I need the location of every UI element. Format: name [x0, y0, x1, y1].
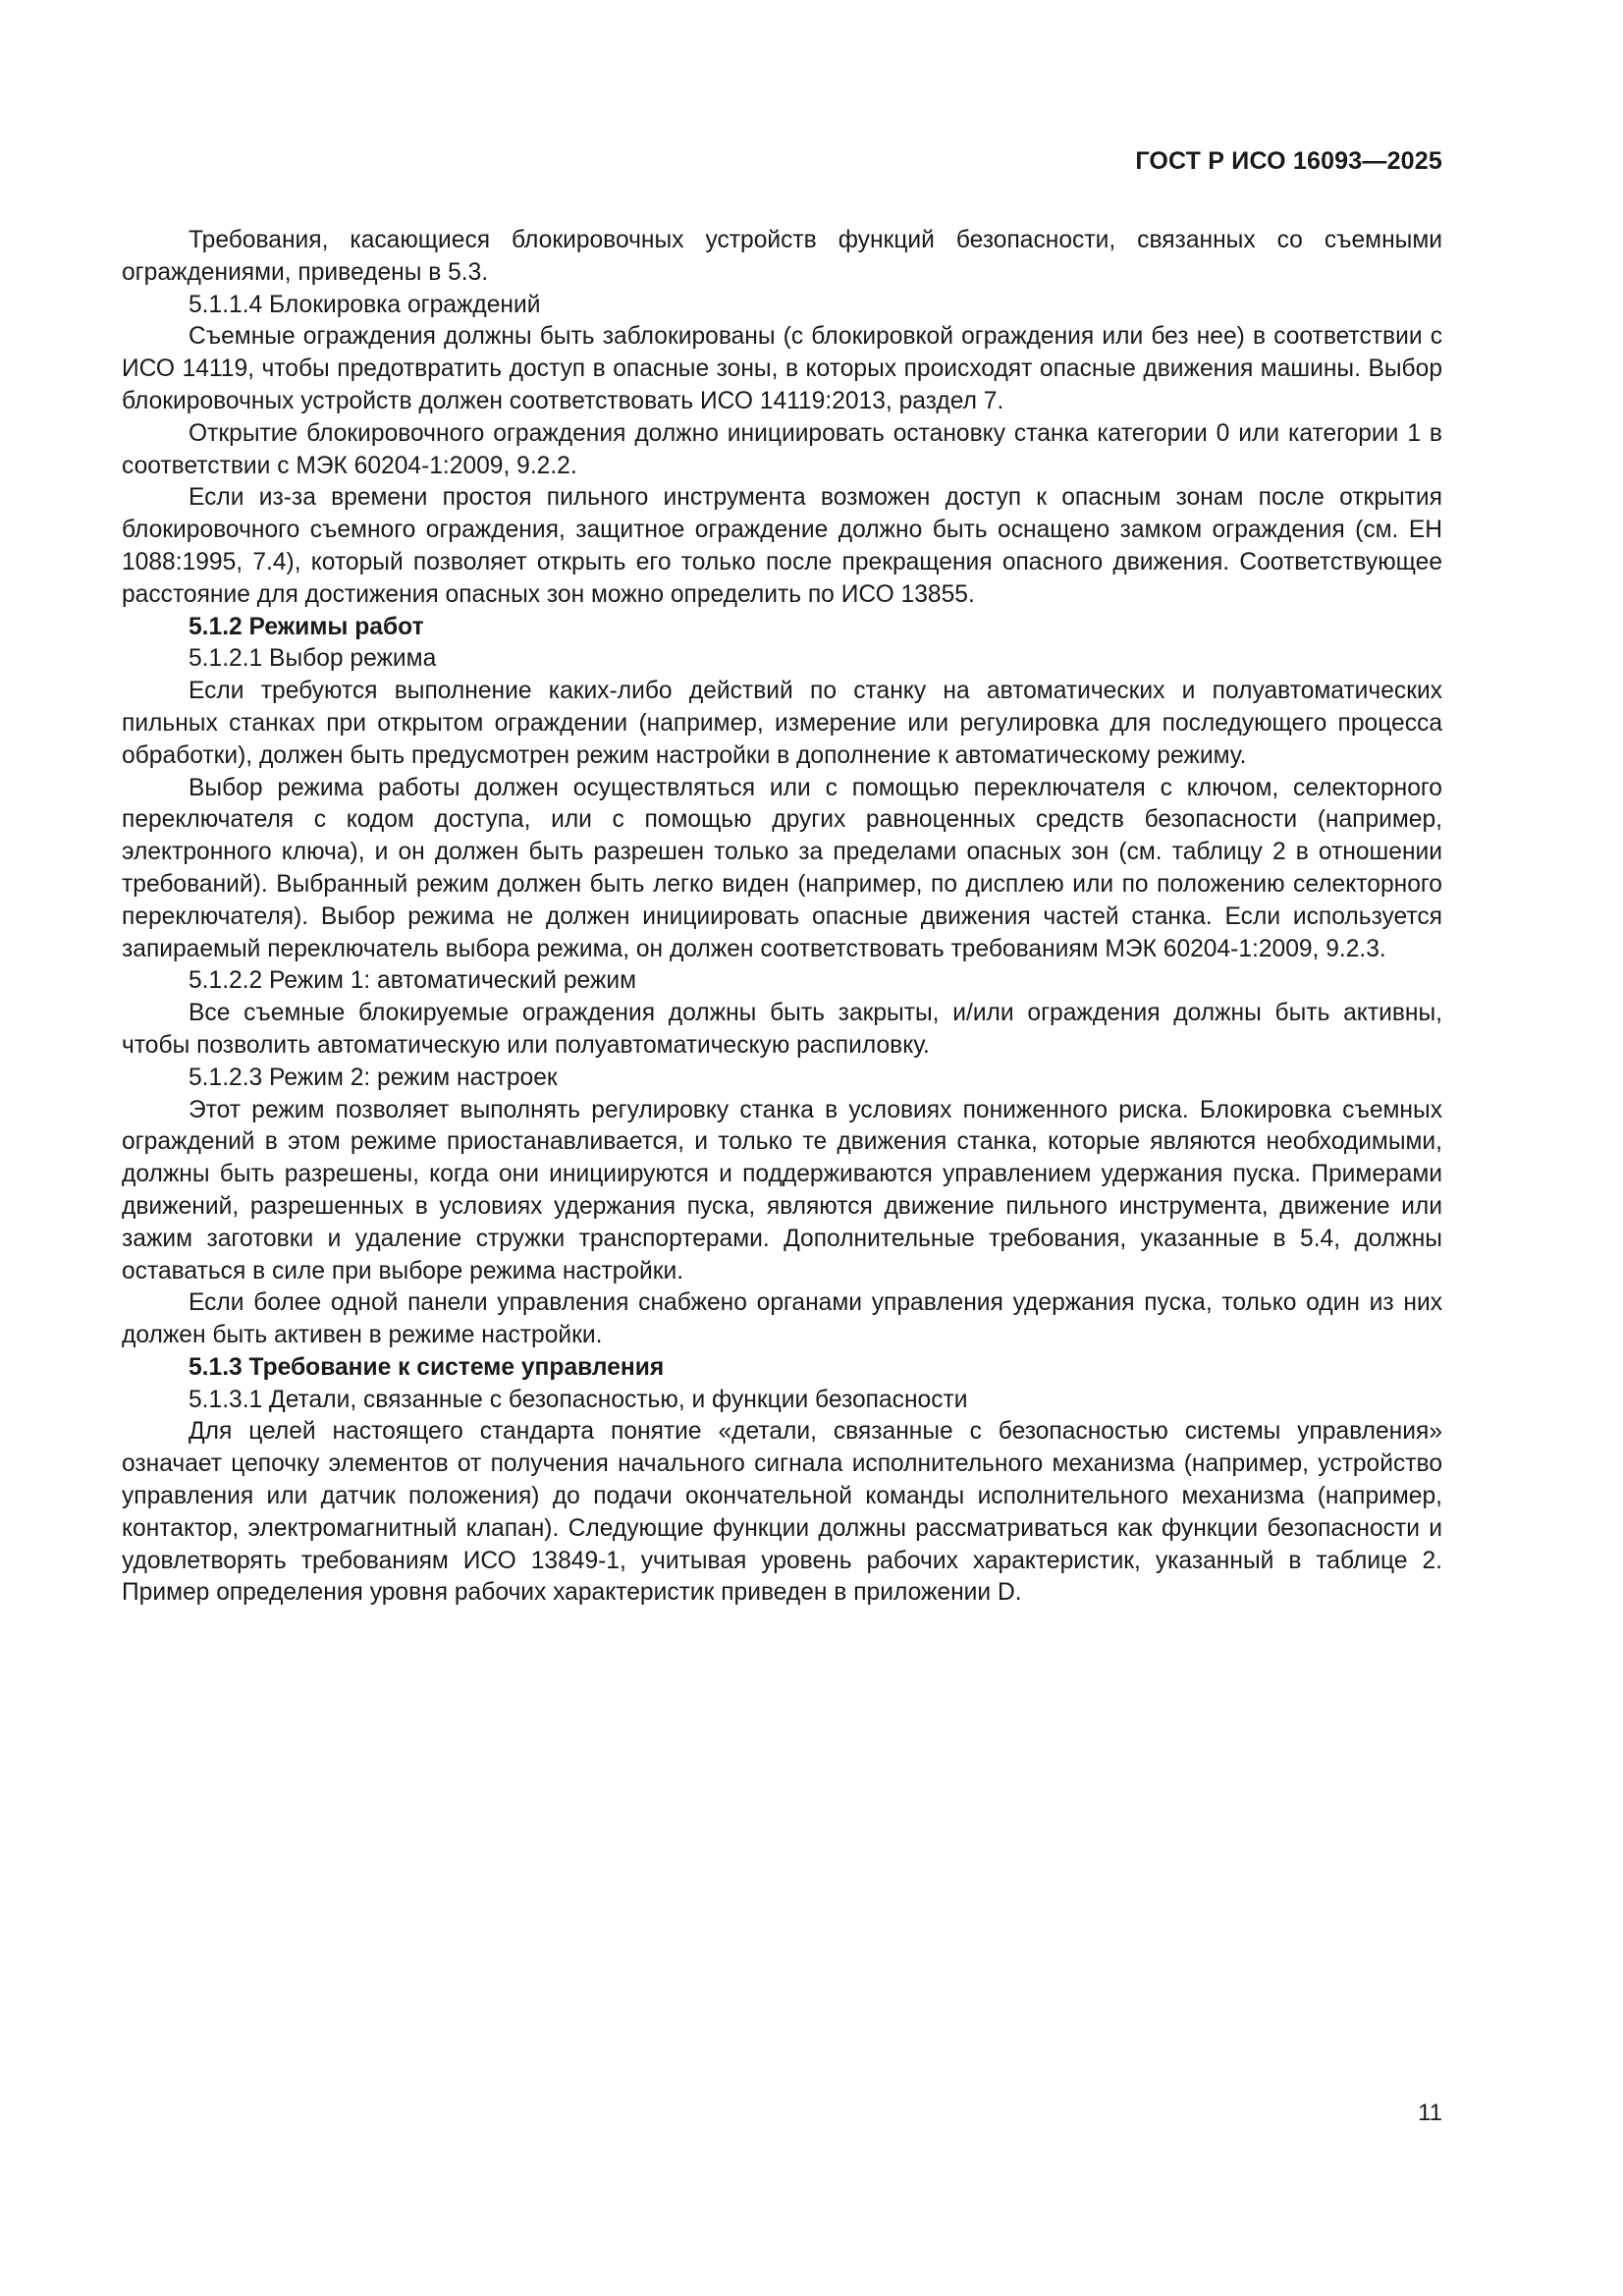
paragraph: Для целей настоящего стандарта понятие «детали, связанные с безопасностью системы управления» означает цепочку элементов от получения начального сигнала исполнительного механизма (например, устройство управления или датчик положения) до подачи окончательной команды исполнительного механизма (например, контактор, электромагнитный клапан). Следующие функции должны рассматриваться как функции безопасности и удовлетворять требованиям ИСО 13849-1, учитывая уровень рабочих характеристик, указанный в таблице 2. Пример определения уровня рабочих характеристик приведен в приложении D. [122, 1418, 1442, 1607]
clause-heading: 5.1.2.2 Режим 1: автоматический режим [189, 967, 636, 995]
document-designation: ГОСТ Р ИСО 16093—2025 [1135, 147, 1442, 175]
paragraph: Если более одной панели управления снабжено органами управления удержания пуска, только один из них должен быть активен в режиме настройки. [122, 1289, 1442, 1349]
clause-heading: 5.1.2.1 Выбор режима [189, 645, 437, 673]
document-body [122, 225, 1442, 1610]
paragraph: Если требуются выполнение каких-либо действий по станку на автоматических и полуавтоматических пильных станках при открытом ограждении (например, измерение или регулировка для последующего процесса обработки), должен быть предусмотрен режим настройки в дополнение к автоматическому режиму. [122, 678, 1442, 769]
clause-heading: 5.1.1.4 Блокировка ограждений [189, 291, 541, 318]
clause-heading: 5.1.3.1 Детали, связанные с безопасностью, и функции безопасности [189, 1386, 968, 1413]
paragraph: Выбор режима работы должен осуществляться или с помощью переключателя с ключом, селекторного переключателя с кодом доступа, или с помощью других равноценных средств безопасности (например, электронного ключа), и он должен быть разрешен только за пределами опасных зон (см. таблицу 2 в отношении требований). Выбранный режим должен быть легко виден (например, по дисплею или по положению селекторного переключателя). Выбор режима не должен инициировать опасные движения частей станка. Если используется запираемый переключатель выбора режима, он должен соответствовать требованиям МЭК 60204-1:2009, 9.2.3. [122, 774, 1442, 962]
paragraph: Этот режим позволяет выполнять регулировку станка в условиях пониженного риска. Блокировка съемных ограждений в этом режиме приостанавливается, и только те движения станка, которые являются необходимыми, должны быть разрешены, когда они инициируются и поддерживаются управлением удержания пуска. Примерами движений, разрешенных в условиях удержания пуска, являются движение пильного инструмента, движение или зажим заготовки и удаление стружки транспортерами. Дополнительные требования, указанные в 5.4, должны оставаться в силе при выборе режима настройки. [122, 1096, 1442, 1285]
paragraph: Если из-за времени простоя пильного инструмента возможен доступ к опасным зонам после открытия блокировочного съемного ограждения, защитное ограждение должно быть оснащено замком ограждения (см. ЕН 1088:1995, 7.4), который позволяет открыть его только после прекращения опасного движения. Соответствующее расстояние для достижения опасных зон можно определить по ИСО 13855. [122, 484, 1442, 608]
paragraph: Съемные ограждения должны быть заблокированы (с блокировкой ограждения или без нее) в соответствии с ИСО 14119, чтобы предотвратить доступ в опасные зоны, в которых происходят опасные движения машины. Выбор блокировочных устройств должен соответствовать ИСО 14119:2013, раздел 7. [122, 323, 1442, 414]
section-heading: 5.1.3 Требование к системе управления [189, 1353, 665, 1381]
section-heading: 5.1.2 Режимы работ [189, 613, 424, 640]
paragraph: Открытие блокировочного ограждения должно инициировать остановку станка категории 0 или категории 1 в соответствии с МЭК 60204-1:2009, 9.2.2. [122, 419, 1442, 479]
page-number: 11 [1418, 2100, 1442, 2126]
clause-heading: 5.1.2.3 Режим 2: режим настроек [189, 1064, 558, 1091]
paragraph: Требования, касающиеся блокировочных устройств функций безопасности, связанных со съемными ограждениями, приведены в 5.3. [122, 227, 1442, 286]
paragraph: Все съемные блокируемые ограждения должны быть закрыты, и/или ограждения должны быть активны, чтобы позволить автоматическую или полуавтоматическую распиловку. [122, 1000, 1442, 1059]
